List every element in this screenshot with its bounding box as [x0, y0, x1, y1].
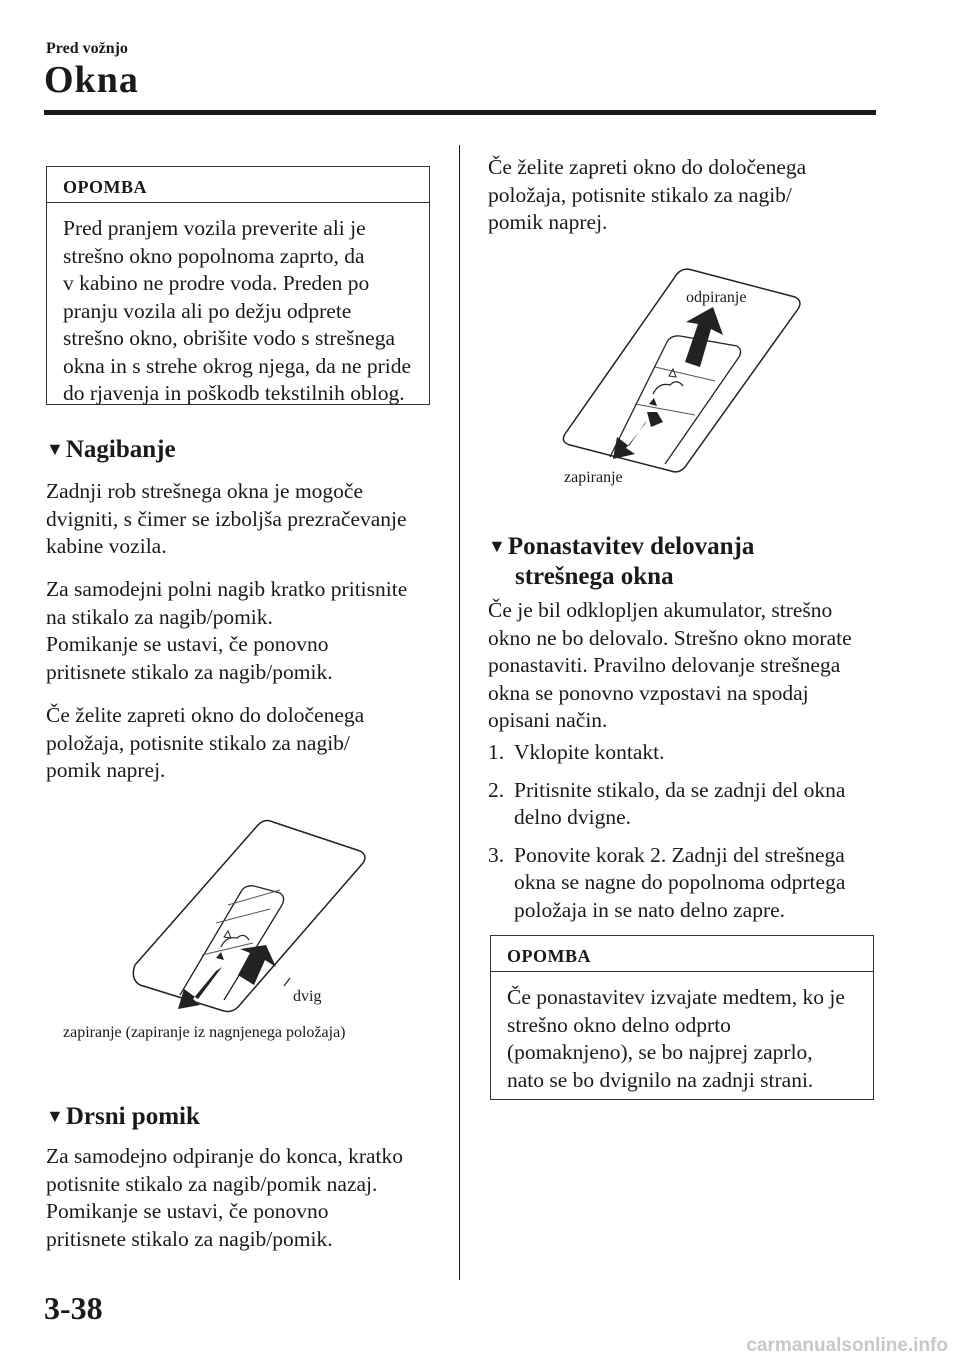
figure-label-up: dvig — [293, 988, 322, 1005]
note-box — [46, 166, 430, 405]
paragraph — [46, 702, 446, 785]
paragraph — [46, 478, 446, 561]
text-line: (pomaknjeno), se bo najprej zaprlo, — [507, 1040, 813, 1064]
text-line: pomik naprej. — [46, 758, 166, 782]
section-heading-slide — [46, 1101, 200, 1132]
text-line: Pomikanje se ustavi, če ponovno — [46, 632, 329, 656]
text-line: okno ne bo delovalo. Strešno okno morate — [488, 625, 852, 650]
text-line: Vklopite kontakt. — [514, 740, 665, 764]
text-line: Pritisnite stikalo, da se zadnji del okna — [514, 777, 846, 802]
text-line: položaja in se nato delno zapre. — [514, 897, 786, 922]
text-line: strešno okno, obrišite vodo s strešnega — [63, 326, 396, 350]
text-line: Ponovite korak 2. Zadnji del strešnega — [514, 842, 845, 867]
text-line: položaja, potisnite stikalo za nagib/ — [488, 182, 792, 207]
text-line: nato se bo dvignilo na zadnji strani. — [507, 1067, 814, 1092]
list-item — [488, 739, 878, 767]
text-line: Zadnji rob strešnega okna je mogoče — [46, 479, 364, 503]
triangle-bullet-icon: ▼ — [488, 536, 506, 556]
text-line: Pomikanje se ustavi, če ponovno — [46, 1199, 329, 1223]
figure-label-open: odpiranje — [686, 289, 747, 306]
text-line: Če je bil odklopljen akumulator, strešno — [488, 598, 833, 622]
text-line: Za samodejno odpiranje do konca, kratko — [46, 1144, 404, 1168]
note-box — [490, 935, 874, 1100]
text-line: Če ponastavitev izvajate medtem, ko je — [507, 985, 845, 1009]
text-line: Če želite zapreti okno do določenega — [488, 155, 807, 179]
text-line: strešno okno delno odprto — [507, 1012, 731, 1037]
note-text — [47, 203, 429, 420]
page-number: 3-38 — [44, 1290, 103, 1326]
list-item — [488, 777, 878, 832]
step-number: 2. — [488, 777, 505, 802]
text-line: okna se ponovno vzpostavi na spodaj — [488, 680, 809, 705]
text-line: položaja, potisnite stikalo za nagib/ — [46, 730, 350, 755]
heading-line: strešnega okna — [515, 563, 674, 590]
text-line: okna se nagne do popolnoma odprtega — [514, 870, 846, 894]
text-line: okna in s strehe okrog njega, da ne pride — [63, 353, 412, 378]
text-line: pomik naprej. — [488, 210, 608, 234]
text-line: potisnite stikalo za nagib/pomik nazaj. — [46, 1171, 378, 1196]
column-divider — [459, 145, 460, 1280]
list-item — [488, 842, 878, 925]
note-heading: OPOMBA — [47, 167, 429, 203]
paragraph — [46, 1143, 446, 1253]
reset-steps — [488, 739, 878, 934]
section-heading-reset — [488, 531, 878, 592]
heading-text: Ponastavitev delovanja — [507, 533, 755, 560]
text-line: Pred pranjem vozila preverite ali je — [63, 216, 366, 240]
step-number: 3. — [488, 842, 505, 867]
heading-text: Drsni pomik — [65, 1103, 200, 1130]
text-line: kabine vozila. — [46, 534, 167, 558]
triangle-bullet-icon: ▼ — [46, 1106, 64, 1126]
text-line: Za samodejni polni nagib kratko pritisnite — [46, 577, 408, 601]
paragraph — [488, 597, 878, 735]
watermark: carmanualsonline.info — [746, 1335, 948, 1356]
text-line: dvigniti, s čimer se izboljša prezračevanje — [46, 506, 407, 531]
note-heading: OPOMBA — [491, 936, 873, 972]
heading-line — [488, 531, 878, 562]
tilt-switch-illustration — [120, 815, 380, 1015]
heading-text: Nagibanje — [65, 436, 176, 463]
section-heading-tilt — [46, 434, 176, 465]
text-line: pritisnete stikalo za nagib/pomik. — [46, 659, 333, 684]
figure-caption: zapiranje (zapiranje iz nagnjenega položaja) — [63, 1024, 346, 1041]
text-line: na stikalo za nagib/pomik. — [46, 604, 273, 629]
text-line: pranju vozila ali po dežju odprete — [63, 298, 352, 323]
text-line: ponastaviti. Pravilno delovanje strešnega — [488, 653, 841, 677]
title-rule — [44, 110, 876, 115]
text-line: v kabino ne prodre voda. Preden po — [63, 271, 370, 295]
paragraph — [46, 576, 446, 686]
section-label: Pred vožnjo — [46, 40, 128, 57]
paragraph — [488, 154, 878, 237]
text-line: strešno okno popolnoma zaprto, da — [63, 243, 365, 268]
note-text — [491, 972, 873, 1106]
triangle-bullet-icon: ▼ — [46, 439, 64, 459]
step-number: 1. — [488, 740, 505, 764]
slide-switch-illustration — [555, 262, 805, 477]
page-title: Okna — [44, 59, 139, 101]
text-line: pritisnete stikalo za nagib/pomik. — [46, 1226, 333, 1251]
figure-label-close: zapiranje — [564, 469, 623, 486]
text-line: Če želite zapreti okno do določenega — [46, 703, 365, 727]
text-line: opisani način. — [488, 708, 608, 732]
text-line: delno dvigne. — [514, 805, 632, 829]
text-line: do rjavenja in poškodb tekstilnih oblog. — [63, 381, 405, 405]
